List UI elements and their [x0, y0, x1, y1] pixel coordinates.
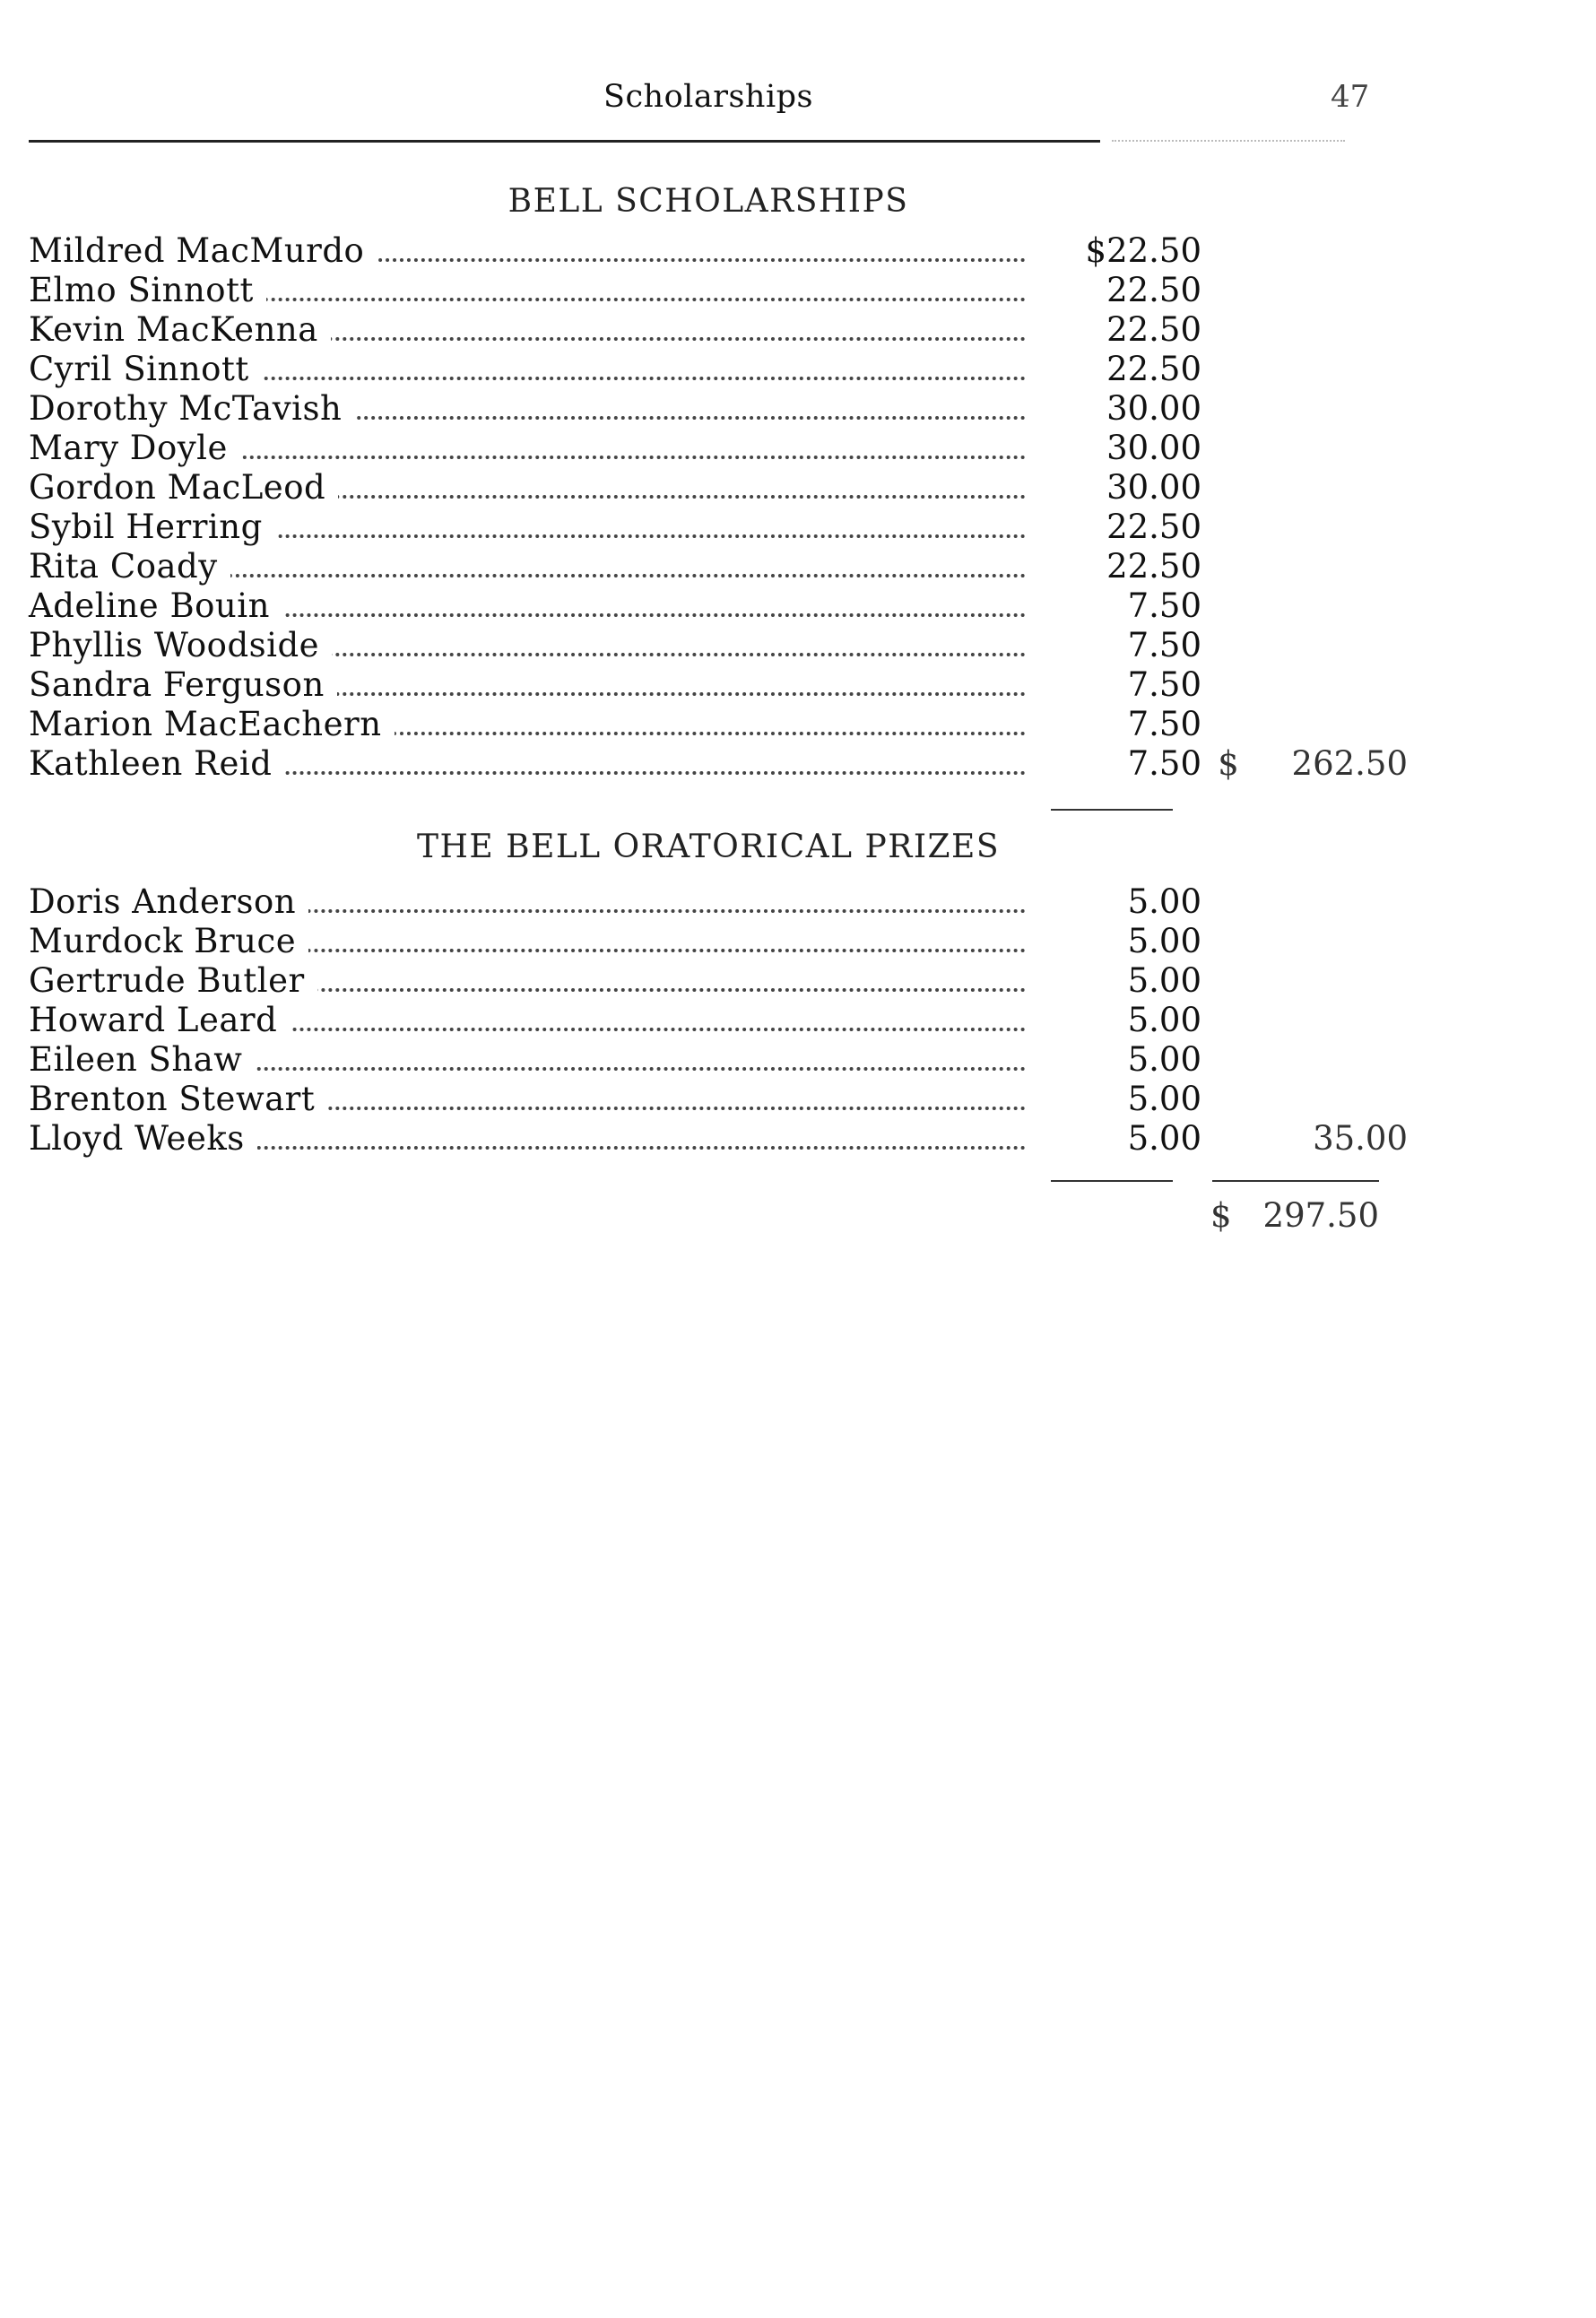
- list-item: [29, 468, 1374, 508]
- list-item: [29, 705, 1374, 744]
- award-amount: 30.00: [1106, 468, 1201, 507]
- award-amount: $22.50: [1085, 231, 1201, 270]
- award-amount: 7.50: [1127, 626, 1201, 664]
- list-item: [29, 1040, 1374, 1080]
- recipient-name: Murdock Bruce: [29, 922, 308, 961]
- recipient-name: Gertrude Butler: [29, 961, 317, 1001]
- recipient-name: Mary Doyle: [29, 429, 240, 468]
- prizes-subtotal: 35.00: [1313, 1119, 1408, 1158]
- award-amount: 7.50: [1127, 705, 1201, 743]
- recipient-name: Howard Leard: [29, 1001, 290, 1040]
- award-amount: 7.50: [1127, 586, 1201, 625]
- award-amount: 22.50: [1106, 310, 1201, 349]
- award-amount: 22.50: [1106, 271, 1201, 309]
- recipient-name: Doris Anderson: [29, 882, 308, 922]
- award-amount: 5.00: [1127, 961, 1201, 1000]
- list-item: [29, 922, 1374, 961]
- recipient-name: Sybil Herring: [29, 508, 275, 547]
- award-amount: 5.00: [1127, 1040, 1201, 1079]
- list-item: [29, 586, 1374, 626]
- list-item: [29, 1119, 1408, 1159]
- award-amount: 5.00: [1127, 1001, 1201, 1039]
- award-amount: 22.50: [1106, 350, 1201, 388]
- award-amount: 22.50: [1106, 547, 1201, 586]
- award-amount: 30.00: [1106, 429, 1201, 467]
- list-item: [29, 429, 1374, 468]
- page-number: 47: [1331, 79, 1370, 115]
- award-amount: 30.00: [1106, 389, 1201, 428]
- award-amount: 7.50: [1127, 744, 1201, 783]
- recipient-name: Rita Coady: [29, 547, 230, 586]
- award-amount: 7.50: [1127, 665, 1201, 704]
- list-item: [29, 626, 1374, 665]
- recipient-name: Eileen Shaw: [29, 1040, 255, 1080]
- total-column-rule: [1212, 1180, 1379, 1182]
- list-item: [29, 961, 1374, 1001]
- running-title: Scholarships: [603, 79, 814, 115]
- recipient-name: Phyllis Woodside: [29, 626, 332, 665]
- list-item: [29, 547, 1374, 586]
- list-item: [29, 744, 1408, 784]
- recipient-name: Gordon MacLeod: [29, 468, 338, 508]
- header-rule-faint: [1112, 140, 1345, 142]
- recipient-name: Adeline Bouin: [29, 586, 282, 626]
- grand-total: [1210, 1196, 1379, 1236]
- recipient-name: Dorothy McTavish: [29, 389, 354, 429]
- recipient-name: Elmo Sinnott: [29, 271, 266, 310]
- subtotal-dollar-sign: $: [1218, 744, 1239, 783]
- list-item: [29, 508, 1374, 547]
- recipient-name: Marion MacEachern: [29, 705, 395, 744]
- list-item: [29, 882, 1374, 922]
- amount-column-rule: [1051, 1180, 1173, 1182]
- grand-total-dollar-sign: $: [1210, 1196, 1232, 1235]
- bell-scholarships-title: BELL SCHOLARSHIPS: [507, 183, 909, 220]
- recipient-name: Lloyd Weeks: [29, 1119, 257, 1159]
- list-item: [29, 1080, 1374, 1119]
- list-item: [29, 271, 1374, 310]
- recipient-name: Sandra Ferguson: [29, 665, 337, 705]
- recipient-name: Mildred MacMurdo: [29, 231, 377, 271]
- list-item: [29, 665, 1374, 705]
- list-item: [29, 389, 1374, 429]
- award-amount: 5.00: [1127, 882, 1201, 921]
- award-amount: 5.00: [1127, 1119, 1201, 1158]
- recipient-name: Brenton Stewart: [29, 1080, 327, 1119]
- award-amount: 22.50: [1106, 508, 1201, 546]
- oratorical-prizes-title: THE BELL ORATORICAL PRIZES: [416, 829, 1000, 865]
- recipient-name: Kevin MacKenna: [29, 310, 331, 350]
- award-amount: 5.00: [1127, 922, 1201, 960]
- recipient-name: Kathleen Reid: [29, 744, 284, 784]
- grand-total-value: 297.50: [1262, 1196, 1379, 1235]
- running-head: [0, 79, 1596, 133]
- list-item: [29, 350, 1374, 389]
- amount-column-rule: [1051, 809, 1173, 811]
- header-rule: [29, 140, 1100, 143]
- list-item: [29, 231, 1374, 271]
- list-item: [29, 310, 1374, 350]
- list-item: [29, 1001, 1374, 1040]
- scholarships-subtotal: 262.50: [1291, 744, 1408, 783]
- award-amount: 5.00: [1127, 1080, 1201, 1118]
- recipient-name: Cyril Sinnott: [29, 350, 262, 389]
